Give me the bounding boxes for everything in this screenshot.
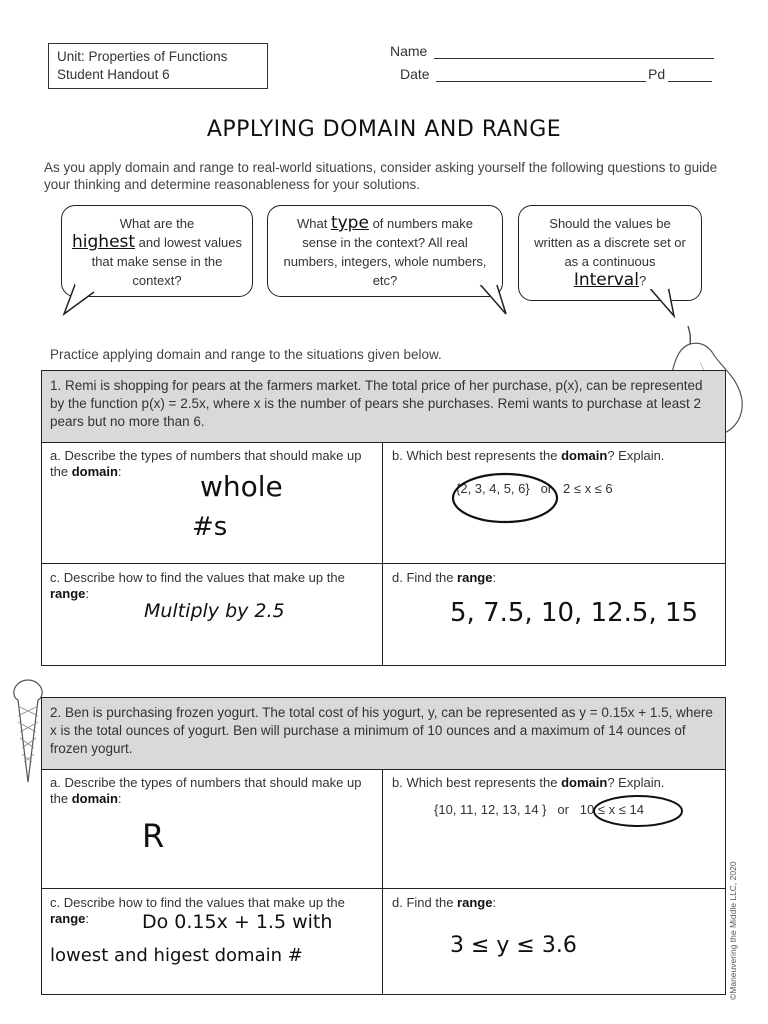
p2c-answer-line-1: Do 0.15x + 1.5 with	[142, 911, 333, 933]
date-label: Date	[400, 66, 430, 82]
problem-1-statement: 1. Remi is shopping for pears at the farmers market. The total price of her purchase, p(x), can be represented by the function p(x) = 2.5x, where x is the number of pears she purchases. Remi wants to purchase at least 2 pears but no more than 6.	[42, 371, 725, 443]
problem-1-vdivider	[382, 442, 383, 665]
p1d-bold: range	[457, 570, 493, 585]
name-row	[390, 42, 427, 65]
problem-2-part-b	[384, 770, 725, 888]
p1d-answer: 5, 7.5, 10, 12.5, 15	[450, 598, 699, 628]
name-date-block	[390, 42, 666, 88]
p2d-prompt: d. Find the	[392, 895, 458, 910]
handout-label: Student Handout 6	[57, 67, 170, 82]
date-line[interactable]	[436, 67, 646, 82]
bubble-2-handwritten: type	[330, 213, 369, 233]
bubble-1-pre: What are the	[119, 216, 195, 231]
p2b-or: or	[557, 802, 569, 817]
p1b-post: ? Explain.	[607, 448, 665, 463]
p1d-prompt: d. Find the	[392, 570, 458, 585]
unit-label: Unit: Properties of Functions	[57, 49, 228, 64]
p1c-post: :	[85, 586, 90, 601]
bubble-2-pre: What	[296, 216, 328, 231]
problem-1-part-b	[384, 443, 725, 563]
p1a-answer-line-1: whole	[200, 470, 283, 503]
problem-2-statement: 2. Ben is purchasing frozen yogurt. The total cost of his yogurt, y, can be represented as y = 0.15x + 1.5, where x is the total ounces of yogurt. Ben will purchase a minimum of 10 ounces and a maximum of 14 ounces of frozen yogurt.	[42, 698, 725, 770]
p2a-prompt: a. Describe the types of numbers that should make up the	[50, 775, 362, 806]
p1b-option-interval: 2 ≤ x ≤ 6	[562, 481, 613, 496]
bubble-3-handwritten: Interval	[573, 270, 639, 290]
bubble-1-tail	[60, 280, 100, 320]
p1c-prompt: c. Describe how to find the values that make up the	[50, 570, 345, 585]
practice-instructions: Practice applying domain and range to the situations given below.	[50, 347, 442, 362]
p2b-prompt: b. Which best represents the	[392, 775, 562, 790]
p1a-bold: domain	[71, 464, 118, 479]
problem-2-hdivider	[42, 888, 725, 889]
p1c-bold: range	[50, 586, 86, 601]
pd-label: Pd	[648, 66, 666, 82]
p2c-prompt: c. Describe how to find the values that make up the	[50, 895, 345, 910]
problem-2-part-c	[42, 890, 382, 994]
intro-text: As you apply domain and range to real-world situations, consider asking yourself the following questions to guide your thinking and determine reasonableness for your solutions.	[44, 160, 718, 192]
p1b-prompt: b. Which best represents the	[392, 448, 562, 463]
bubble-type-of-numbers	[267, 205, 503, 297]
p1a-post: :	[117, 464, 122, 479]
p2b-circle-mark	[590, 792, 686, 830]
p2d-answer: 3 ≤ y ≤ 3.6	[450, 933, 577, 958]
p2a-bold: domain	[71, 791, 118, 806]
bubble-3-pre: Should the values be written as a discrete set or as a continuous	[534, 216, 686, 269]
p2c-bold: range	[50, 911, 86, 926]
p2b-option-set: {10, 11, 12, 13, 14 }	[434, 802, 547, 817]
p1b-circle-mark	[448, 469, 566, 527]
p1d-post: :	[492, 570, 497, 585]
bubble-3-tail	[644, 284, 684, 324]
problem-1-part-d	[384, 565, 725, 665]
problem-1	[41, 370, 726, 666]
name-line[interactable]	[434, 44, 714, 59]
page-title: APPLYING DOMAIN AND RANGE	[206, 117, 562, 142]
bubble-1-post: and lowest values that make sense in the context?	[91, 235, 243, 288]
date-row	[390, 65, 666, 88]
problem-2	[41, 697, 726, 995]
p1a-answer-line-2: #s	[192, 512, 228, 542]
name-label: Name	[390, 43, 428, 59]
bubble-2-tail	[472, 280, 512, 320]
p2b-option-interval: 10 ≤ x ≤ 14	[579, 802, 644, 817]
p1b-option-set: {2, 3, 4, 5, 6}	[456, 481, 530, 496]
bubble-1-handwritten: highest	[72, 232, 136, 252]
bubble-2-post: of numbers make sense in the context? All real numbers, integers, whole numbers, etc?	[283, 216, 487, 288]
problem-1-hdivider	[42, 563, 725, 564]
p2b-post: ? Explain.	[607, 775, 665, 790]
problem-2-part-d	[384, 890, 725, 994]
problem-2-vdivider	[382, 769, 383, 994]
p1c-answer: Multiply by 2.5	[144, 600, 285, 622]
p2a-answer: R	[142, 817, 165, 855]
copyright-notice: ©Maneuvering the Middle LLC, 2020	[728, 861, 738, 1000]
unit-info-box	[48, 43, 268, 89]
problem-2-part-a	[42, 770, 382, 888]
p2d-post: :	[492, 895, 497, 910]
p2d-bold: range	[457, 895, 493, 910]
p2c-answer-line-2: lowest and higest domain #	[50, 945, 303, 966]
problem-1-part-a	[42, 443, 382, 563]
bubble-3-post: ?	[638, 273, 647, 288]
p1b-bold: domain	[561, 448, 608, 463]
pd-line[interactable]	[668, 67, 712, 82]
problem-1-part-c	[42, 565, 382, 665]
p1b-or: or	[540, 481, 553, 496]
p2c-post: :	[85, 911, 90, 926]
p2a-post: :	[117, 791, 122, 806]
p2b-bold: domain	[561, 775, 608, 790]
p1a-prompt: a. Describe the types of numbers that should make up the	[50, 448, 362, 479]
